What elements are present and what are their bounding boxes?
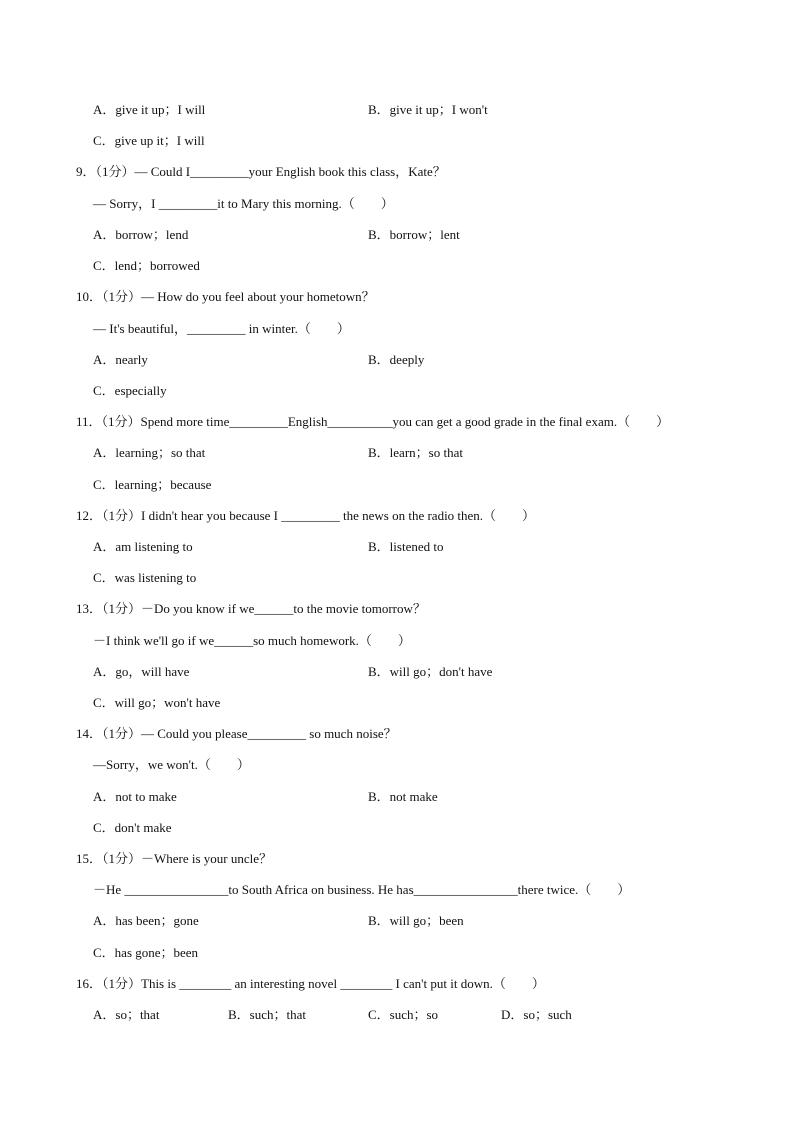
q14-option-b: B．not make [368, 789, 438, 804]
q11-option-c: C．learning；because [93, 477, 212, 492]
q8-option-c: C．give up it；I will [93, 133, 205, 148]
q9-stem-reply: — Sorry，I _________it to Mary this morning.（ ） [93, 196, 394, 211]
q9-stem: 9．（1分）— Could I_________your English book this class，Kate？ [76, 164, 446, 179]
q12-option-c: C．was listening to [93, 570, 197, 585]
q14-stem-reply: —Sorry，we won't.（ ） [93, 757, 250, 772]
q13-option-a: A．go，will have [93, 664, 190, 679]
q13-stem: 13．（1分）－Do you know if we______to the movie tomorrow？ [76, 601, 426, 616]
q12-option-a: A．am listening to [93, 539, 193, 554]
q16-option-b: B．such；that [228, 1007, 306, 1022]
q10-option-c: C．especially [93, 383, 167, 398]
q16-option-d: D．so；such [501, 1007, 572, 1022]
q11-option-a: A．learning；so that [93, 445, 206, 460]
q10-option-a: A．nearly [93, 352, 148, 367]
q11-stem: 11．（1分）Spend more time_________English__________you can get a good grade in the final exam.（ ） [76, 414, 670, 429]
q15-option-b: B．will go；been [368, 913, 464, 928]
q15-option-c: C．has gone；been [93, 945, 199, 960]
q16-option-c: C．such；so [368, 1007, 439, 1022]
q13-option-c: C．will go；won't have [93, 695, 221, 710]
q8-option-a: A．give it up；I will [93, 102, 206, 117]
q13-stem-reply: －I think we'll go if we______so much homework.（ ） [93, 633, 411, 648]
q14-option-a: A．not to make [93, 789, 177, 804]
q8-option-b: B．give it up；I won't [368, 102, 488, 117]
q10-stem: 10．（1分）— How do you feel about your hometown？ [76, 289, 375, 304]
q15-option-a: A．has been；gone [93, 913, 199, 928]
q16-option-a: A．so；that [93, 1007, 160, 1022]
q9-option-c: C．lend；borrowed [93, 258, 200, 273]
q12-stem: 12．（1分）I didn't hear you because I _________ the news on the radio then.（ ） [76, 508, 536, 523]
q14-option-c: C．don't make [93, 820, 172, 835]
q10-stem-reply: — It's beautiful，_________ in winter.（ ） [93, 321, 350, 336]
q13-option-b: B．will go；don't have [368, 664, 493, 679]
q16-stem: 16．（1分）This is ________ an interesting novel ________ I can't put it down.（ ） [76, 976, 545, 991]
q10-option-b: B．deeply [368, 352, 425, 367]
q9-option-a: A．borrow；lend [93, 227, 189, 242]
q15-stem: 15．（1分）－Where is your uncle？ [76, 851, 273, 866]
q9-option-b: B．borrow；lent [368, 227, 460, 242]
q11-option-b: B．learn；so that [368, 445, 463, 460]
q15-stem-reply: －He ________________to South Africa on business. He has________________there twice.（ ） [93, 882, 631, 897]
q12-option-b: B．listened to [368, 539, 444, 554]
q14-stem: 14．（1分）— Could you please_________ so much noise？ [76, 726, 397, 741]
